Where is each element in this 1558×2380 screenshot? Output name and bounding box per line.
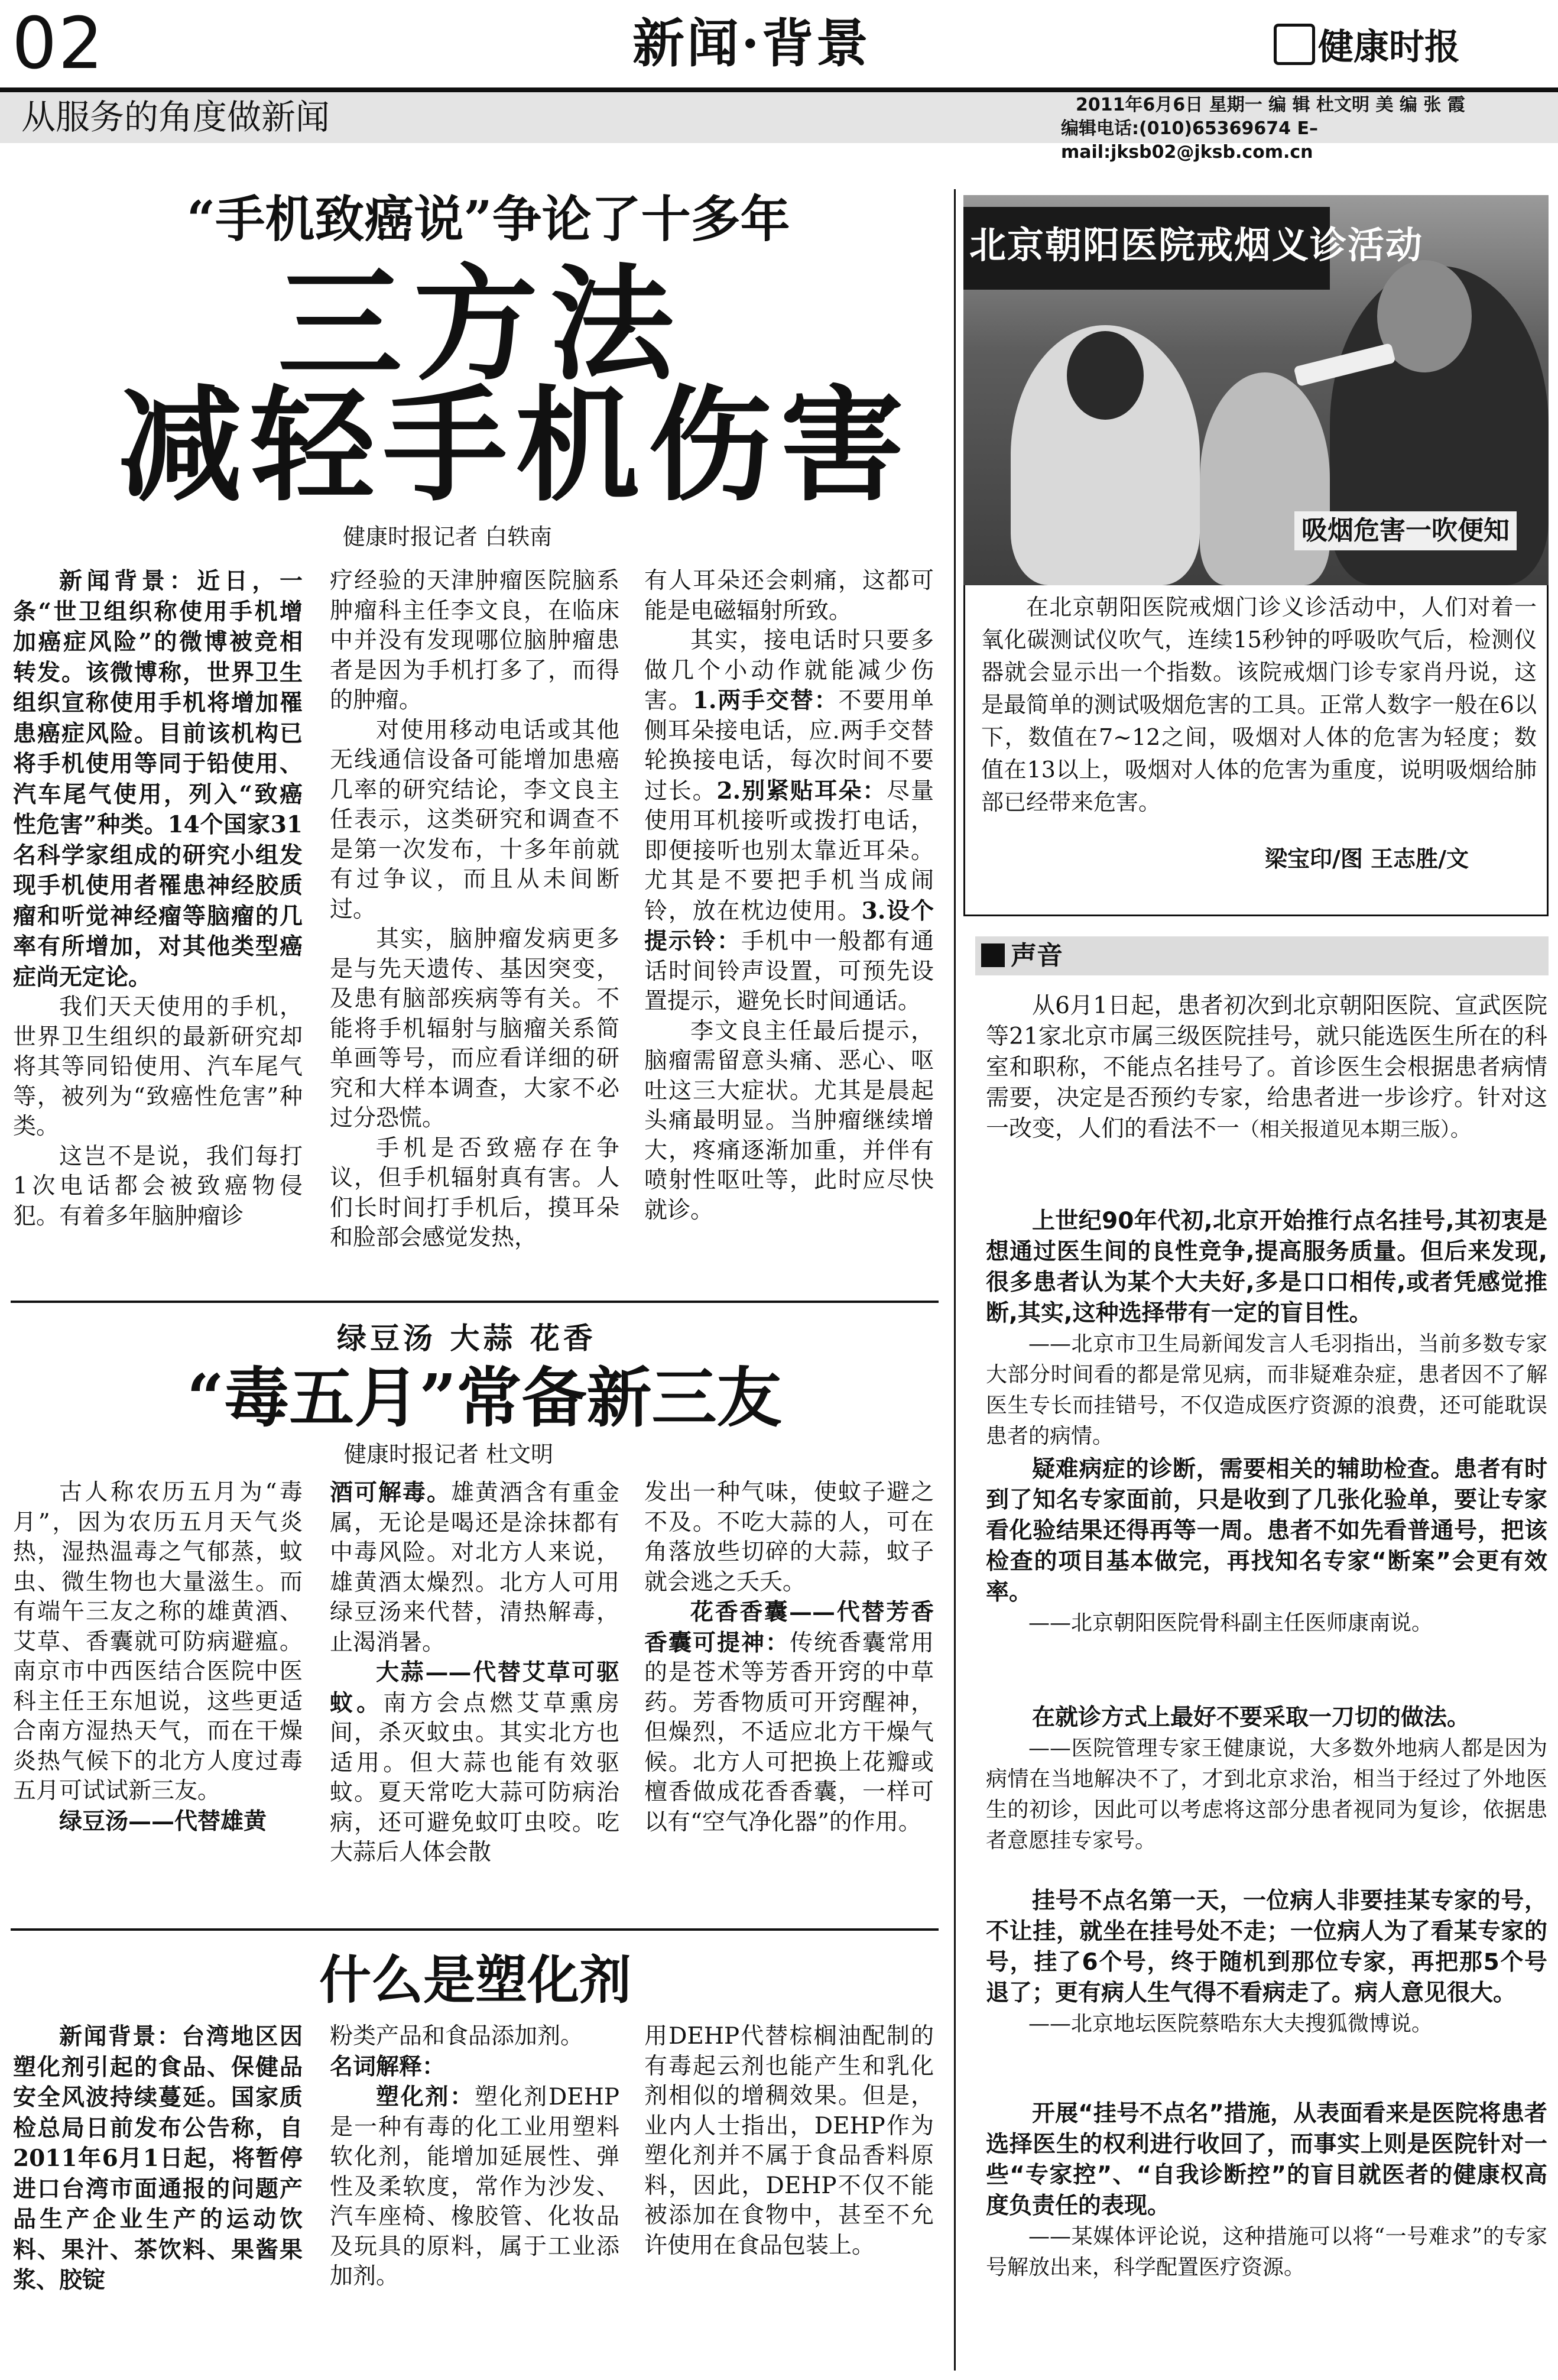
article3-headline: 什么是塑化剂 bbox=[319, 1949, 632, 2011]
voice-quote-lead: 疑难病症的诊断，需要相关的辅助检查。患者有时到了知名专家面前，只是收到了几张化验单，要让专家看化验结果还得再等一周。患者不如先看普通号，把该检查的项目基本做完，再找知名专家“断案”会更有效率。 bbox=[986, 1456, 1547, 1606]
masthead-logo-icon bbox=[1274, 24, 1315, 65]
voice-quote-source: ——北京朝阳医院骨科副主任医师康南说。 bbox=[1028, 1611, 1433, 1635]
photo-banner-text: 北京朝阳医院戒烟义诊活动 bbox=[969, 223, 1424, 267]
paragraph: 发出一种气味，使蚊子避之不及。不吃大蒜的人，可在角落放些切碎的大蒜，蚊子就会逃之夭夭。 bbox=[644, 1479, 934, 1596]
voice-quote-source: ——北京市卫生局新闻发言人毛羽指出，当前多数专家大部分时间看的都是常见病，而非疑难杂症，患者因不了解医生专长而挂错号，不仅造成医疗资源的浪费，还可能耽误患者的病情。 bbox=[986, 1332, 1547, 1448]
paragraph: 其实，脑肿瘤发病更多是与先天遗传、基因突变，及患有脑部疾病等有关。不能将手机辐射与脑瘤关系简单画等号，而应看详细的研究和大样本调查，大家不必过分恐慌。 bbox=[330, 926, 619, 1131]
section-divider bbox=[11, 1301, 939, 1303]
voice-quote-lead: 上世纪90年代初,北京开始推行点名挂号,其初衷是想通过医生间的良性竞争,提高服务质量。但后来发现,很多患者认为某个大夫好,多是口口相传,或者凭感觉推断,其实,这种选择带有一定的盲目性。 bbox=[986, 1208, 1547, 1327]
subhead-flower-sachet: 花香香囊——代替芳香香囊可提神： bbox=[644, 1598, 934, 1656]
photo-credit: 梁宝印/图 王志胜/文 bbox=[1265, 846, 1469, 872]
news-background-label: 新闻背景： bbox=[59, 568, 197, 595]
square-bullet-icon bbox=[981, 943, 1005, 967]
voice-quote bbox=[986, 1886, 1547, 2039]
article2-column-3 bbox=[644, 1478, 934, 1837]
article2-kicker: 绿豆汤 大蒜 花香 bbox=[337, 1321, 596, 1356]
term-label: 塑化剂： bbox=[376, 2083, 475, 2110]
news-background-text: 近日，一条“世卫组织称使用手机增加癌症风险”的微博被竞相转发。该微博称，世界卫生组织宣称使用手机将增加罹患癌症风险。目前该机构已将手机使用等同于铅使用、汽车尾气使用，列入“致癌性危害”种类。14个国家31名科学家组成的研究小组发现手机使用者罹患神经胶质瘤和听觉神经瘤等脑瘤的几率有所增加，对其他类型癌症尚无定论。 bbox=[13, 568, 303, 991]
paragraph: 手机是否致癌存在争议，但手机辐射真有害。人们长时间打手机后，摸耳朵和脸部会感觉发热， bbox=[330, 1134, 619, 1251]
paragraph: 这岂不是说，我们每打1次电话都会被致癌物侵犯。有着多年脑肿瘤诊 bbox=[13, 1143, 303, 1230]
voice-quote bbox=[986, 2099, 1547, 2283]
article1-column-1 bbox=[13, 566, 303, 1231]
tip-2-label: 2.别紧贴耳朵： bbox=[716, 777, 887, 805]
voice-intro bbox=[986, 991, 1547, 1145]
paragraph: 古人称农历五月为“毒月”，因为农历五月天气炎热，湿热温毒之气郁蒸，蚊虫、微生物也大量滋生。而有端午三友之称的雄黄酒、艾草、香囊就可防病避瘟。南京市中西医结合医院中医科主任王东旭说，这些更适合南方湿热天气，而在干燥炎热气候下的北方人度过毒五月可试试新三友。 bbox=[13, 1479, 303, 1804]
paragraph-text: 塑化剂DEHP是一种有毒的化工业用塑料软化剂，能增加延展性、弹性及柔软度，常作为沙发、汽车座椅、橡胶管、化妆品及玩具的原料，属于工业添加剂。 bbox=[330, 2084, 619, 2290]
voice-quote-source: ——医院管理专家王健康说，大多数外地病人都是因为病情在当地解决不了，才到北京求治，相当于经过了外地医生的初诊，因此可以考虑将这部分患者视同为复诊，依据患者意愿挂专家号。 bbox=[986, 1736, 1547, 1853]
article1-headline-line2: 减轻手机伤害 bbox=[118, 374, 913, 518]
article1-column-3 bbox=[644, 566, 934, 1225]
column-divider bbox=[954, 189, 956, 2371]
voice-quote-lead: 在就诊方式上最好不要采取一刀切的做法。 bbox=[1032, 1704, 1471, 1731]
article1-byline: 健康时报记者 白轶南 bbox=[343, 524, 553, 550]
voice-quote-lead: 挂号不点名第一天，一位病人非要挂某专家的号，不让挂，就坐在挂号处不走；一位病人为了看某专家的号，挂了6个号，终于随机到那位专家，再把那5个号退了；更有病人生气得不看病走了。病人意见很大。 bbox=[986, 1888, 1547, 2006]
paragraph: 李文良主任最后提示，脑瘤需留意头痛、恶心、呕吐这三大症状。尤其是晨起头痛最明显。当肿瘤继续增大，疼痛逐渐加重，并伴有喷射性呕吐等，此时应尽快就诊。 bbox=[644, 1017, 934, 1224]
tip-1-label: 1.两手交替： bbox=[692, 687, 839, 714]
voice-quote-source: ——某媒体评论说，这种措施可以将“一号难求”的专家号解放出来，科学配置医疗资源。 bbox=[986, 2225, 1547, 2280]
tip-1-text: 不要用单侧耳朵接电话，应.两手交替轮换接电话，每次时间不要过长。 bbox=[644, 688, 934, 805]
article2-column-1 bbox=[13, 1478, 303, 1837]
voice-quote bbox=[986, 1703, 1547, 1856]
section-divider bbox=[11, 1928, 939, 1931]
tips-paragraph bbox=[644, 626, 934, 1017]
news-background-label: 新闻背景： bbox=[59, 2023, 182, 2050]
edition-meta: 2011年6月6日 星期一 编 辑 杜文明 美 编 张 霞 bbox=[1076, 95, 1465, 115]
tip-3-text: 手机中一般都有通话时间铃声设置，可预先设置提示，避免长时间通话。 bbox=[644, 928, 934, 1014]
article1-kicker: “手机致癌说”争论了十多年 bbox=[187, 190, 790, 248]
article1-headline-line1: 三方法 bbox=[278, 252, 686, 397]
photo-overlay-caption: 吸烟危害一吹便知 bbox=[1294, 511, 1517, 550]
paragraph: 有人耳朵还会刺痛，这都可能是电磁辐射所致。 bbox=[644, 568, 934, 624]
subhead-mung-bean-soup: 绿豆汤——代替雄黄 bbox=[59, 1807, 267, 1835]
article3-column-2 bbox=[330, 2022, 619, 2292]
article2-headline: “毒五月”常备新三友 bbox=[187, 1360, 782, 1436]
paragraph-text: 其实，接电话时只要多做几个小动作就能减少伤害。 bbox=[644, 627, 934, 714]
paragraph: 粉类产品和食品添加剂。 bbox=[330, 2023, 584, 2050]
tip-2-text: 尽量使用耳机接听或拨打电话，即便接听也别太靠近耳朵。尤其是不要把手机当成闹铃，放在枕边使用。 bbox=[644, 777, 934, 925]
paragraph: 我们天天使用的手机，世界卫生组织的最新研究却将其等同铅使用、汽车尾气等，被列为“致癌性危害”种类。 bbox=[13, 994, 303, 1140]
photo-caption-text: 在北京朝阳医院戒烟门诊义诊活动中，人们对着一氧化碳测试仪吹气，连续15秒钟的呼吸吹气后，检测仪器就会显示出一个指数。该院戒烟门诊专家肖丹说，这是最简单的测试吸烟危害的工具。正常人数字一般在6以下，数值在7~12之间，吸烟对人体的危害为轻度；数值在13以上，吸烟对人体的危害为重度，说明吸烟给肺部已经带来危害。 bbox=[981, 594, 1537, 815]
voice-intro-text: 从6月1日起，患者初次到北京朝阳医院、宣武医院等21家北京市属三级医院挂号，就只能选医生所在的科室和职称，不能点名挂号了。首诊医生会根据患者病情需要，决定是否预约专家，给患者进一步诊疗。针对这一改变，人们的看法不一 bbox=[986, 993, 1547, 1142]
article2-column-2 bbox=[330, 1478, 619, 1868]
article2-byline: 健康时报记者 杜文明 bbox=[344, 1441, 554, 1467]
subhead-continuation: 酒可解毒。 bbox=[330, 1479, 451, 1506]
header-rule bbox=[0, 87, 1558, 92]
editor-contact: 编辑电话:(010)65369674 E–mail:jksb02@jksb.com.cn bbox=[1061, 118, 1318, 163]
slogan: 从服务的角度做新闻 bbox=[21, 97, 330, 137]
voice-quote-lead: 开展“挂号不点名”措施，从表面看来是医院将患者选择医生的权利进行收回了，而事实上则是医院针对一些“专家控”、“自我诊断控”的盲目就医者的健康权高度负责任的表现。 bbox=[986, 2100, 1547, 2219]
news-photo bbox=[963, 195, 1549, 585]
paragraph-text: 南方会点燃艾草熏房间，杀灭蚊虫。其实北方也适用。但大蒜也能有效驱蚊。夏天常吃大蒜可防病治病，还可避免蚊叮虫咬。吃大蒜后人体会散 bbox=[330, 1690, 619, 1866]
voice-intro-note: （相关报道见本期三版）。 bbox=[1239, 1118, 1471, 1142]
page-number: 02 bbox=[12, 3, 105, 85]
paragraph: 对使用移动电话或其他无线通信设备可能增加患癌几率的研究结论，李文良主任表示，这类研究和调查不是第一次发布，十多年前就有过争议，而且从未间断过。 bbox=[330, 716, 619, 923]
section-title: 新闻·背景 bbox=[632, 12, 871, 74]
glossary-label: 名词解释： bbox=[330, 2052, 446, 2080]
paragraph: 疗经验的天津肿瘤医院脑系肿瘤科主任李文良，在临床中并没有发现哪位脑肿瘤患者是因为手机打多了，而得的肿瘤。 bbox=[330, 568, 619, 714]
photo-person-head bbox=[1067, 331, 1144, 420]
voice-quote bbox=[986, 1206, 1547, 1452]
article3-column-1 bbox=[13, 2022, 303, 2296]
paragraph-text: 传统香囊常用的是苍术等芳香开窍的中草药。芳香物质可开窍醒神，但燥烈，不适应北方干燥气候。北方人可把换上花瓣或檀香做成花香香囊，一样可以有“空气净化器”的作用。 bbox=[644, 1629, 934, 1836]
article1-column-2 bbox=[330, 566, 619, 1253]
photo-caption bbox=[981, 591, 1537, 819]
paragraph: 用DEHP代替棕榈油配制的有毒起云剂也能产生和乳化剂相似的增稠效果。但是，业内人士指出，DEHP作为塑化剂并不属于食品香料原料，因此，DEHP不仅不能被添加在食物中，甚至不允许使用在食品包装上。 bbox=[644, 2023, 934, 2259]
voice-section-title: 声音 bbox=[1011, 941, 1063, 971]
masthead: 健康时报 bbox=[1318, 27, 1460, 68]
news-background-text: 台湾地区因塑化剂引起的食品、保健品安全风波持续蔓延。国家质检总局日前发布公告称，自2011年6月1日起，将暂停进口台湾市面通报的问题产品生产企业生产的运动饮料、果汁、茶饮料、果酱果浆、胶锭 bbox=[13, 2023, 303, 2294]
voice-quote-source: ——北京地坛医院蔡晧东大夫搜狐微博说。 bbox=[1028, 2012, 1433, 2036]
article3-column-3 bbox=[644, 2022, 934, 2261]
tip-3-label: 3.设个提示铃： bbox=[644, 897, 934, 955]
paragraph-text: 雄黄酒含有重金属，无论是喝还是涂抹都有中毒风险。对北方人来说，雄黄酒太燥烈。北方人可用绿豆汤来代替，清热解毒，止渴消暑。 bbox=[330, 1480, 619, 1656]
photo-person-background bbox=[1200, 372, 1330, 585]
voice-quote bbox=[986, 1454, 1547, 1639]
subhead-garlic: 大蒜——代替艾草可驱蚊。 bbox=[330, 1659, 619, 1717]
